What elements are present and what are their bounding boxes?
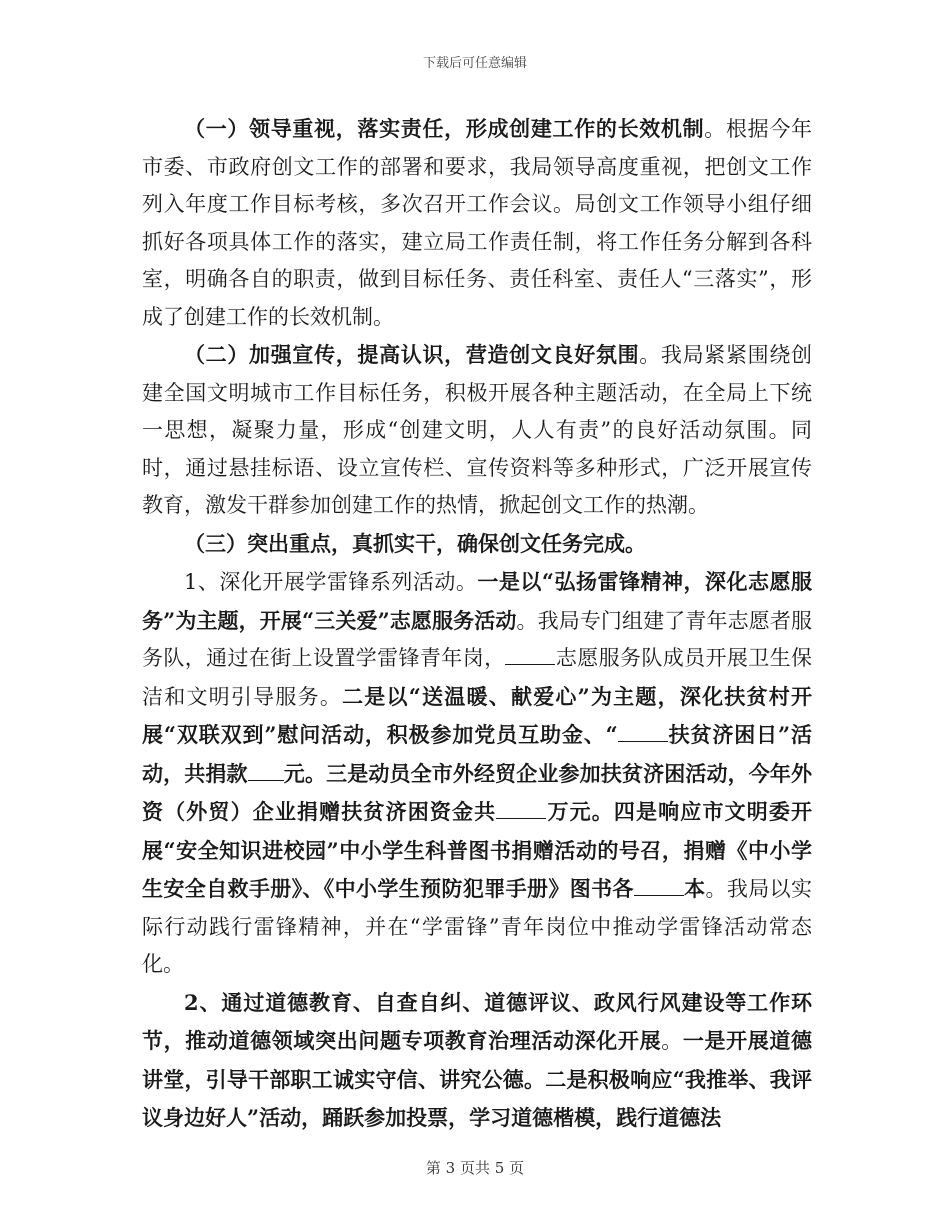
item-1-text-c: 。我局以实际行动践行雷锋精神，并在“学雷锋”青年岗位中推动学雷锋活动常态化。 <box>142 877 813 976</box>
item-1-bold-d: 元。三是动员全市外经贸企业参加扶贫济困活动，今年外资（外贸）企业捐赠扶贫济困资金共 <box>142 760 813 824</box>
item-2-bold: 2、通过道德教育、自查自纠、道德评议、政风行风建设等工作环节，推动道德领域突出问题专项教育治理活动深化开展 <box>142 989 812 1053</box>
page-header: 下载后可任意编辑 <box>422 56 527 71</box>
item-1-bold-b: 二是以“送温暖、献爱心”为主题，深化扶贫村开展“双联双到”慰问活动，积极参加党员互助金、“ <box>142 683 812 747</box>
section-heading-3: （三）突出重点，真抓实干，确保创文任务完成。 <box>184 530 646 556</box>
item-1-title: 1、深化开展学雷锋系列活动。 <box>184 570 478 594</box>
paragraph-2 <box>142 336 812 525</box>
fill-in-blank <box>618 723 668 742</box>
fill-in-blank <box>634 877 684 896</box>
item-2-bold-b: 一是开展道德讲堂，引导干部职工诚实守信、讲究公德。二是积极响应“我推举、我评议身边好人”活动，踊跃参加投票，学习道德楷模，践行道德法 <box>142 1028 813 1130</box>
fill-in-blank <box>505 646 555 665</box>
paragraph-1 <box>142 110 812 336</box>
item-1-text-b: 志愿服务队成员开展卫生保洁和文明引导服务。 <box>142 646 813 709</box>
fill-in-blank <box>248 762 284 781</box>
item-1-bold-e: 万元。四是响应市文明委开展“安全知识进校园”中小学生科普图书捐赠活动的号召，捐赠《中小学生安全自救手册》、《中小学生预防犯罪手册》图书各 <box>142 799 813 901</box>
item-2-text: 。 <box>661 1029 683 1053</box>
paragraph-1-text: 。根据今年市委、市政府创文工作的部署和要求，我局领导高度重视，把创文工作列入年度工作目标考核，多次召开工作会议。局创文工作领导小组仔细抓好各项具体工作的落实，建立局工作责任制，将工作任务分解到各科室，明确各自的职责，做到目标任务、责任科室、责任人“三落实”，形成了创建工作的长效机制。 <box>142 117 813 329</box>
section-heading-1: （一）领导重视，落实责任，形成创建工作的长效机制 <box>184 116 705 141</box>
item-1-bold-c: 扶贫济困日”活动，共捐款 <box>142 722 812 786</box>
section-heading-2: （二）加强宣传，提高认识，营造创文良好氛围 <box>184 342 640 367</box>
item-1-text-a: 。我局专门组建了青年志愿者服务队，通过在街上设置学雷锋青年岗， <box>142 608 812 670</box>
fill-in-blank <box>496 800 546 819</box>
item-1-bold-f: 本 <box>683 876 706 901</box>
paragraph-2-text: 。我局紧紧围绕创建全国文明城市工作目标任务，积极开展各种主题活动，在全局上下统一思想，凝聚力量，形成“创建文明，人人有责”的良好活动氛围。同时，通过悬挂标语、设立宣传栏、宣传资料等多种形式，广泛开展宣传教育，激发干群参加创建工作的热情，掀起创文工作的热潮。 <box>142 343 812 517</box>
paragraph-4 <box>142 563 812 984</box>
item-1-bold-a: 一是以“弘扬雷锋精神，深化志愿服务”为主题，开展“三关爱”志愿服务活动 <box>142 569 812 633</box>
document-body <box>142 110 812 1138</box>
paragraph-3 <box>142 525 812 564</box>
page-footer: 第 3 页共 5 页 <box>425 1159 525 1177</box>
paragraph-5 <box>142 984 812 1138</box>
